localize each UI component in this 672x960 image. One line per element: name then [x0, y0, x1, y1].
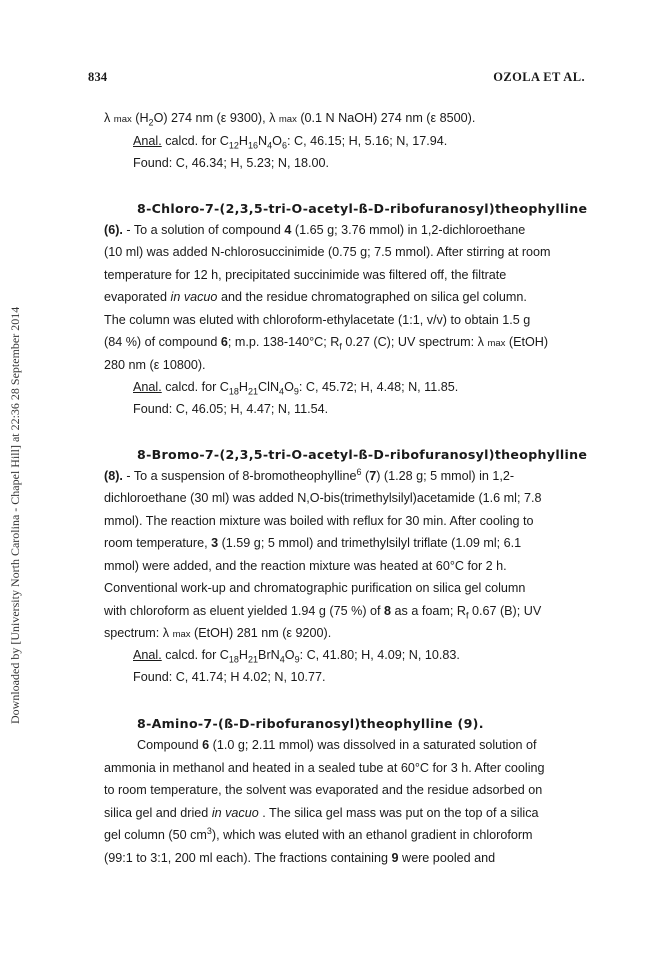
paragraph-line: gel column (50 $cm^3$), which was eluted with an ethanol gradient in chloroform: [104, 825, 533, 842]
section-heading-compound-6: 8-Chloro-7-(2,3,5-tri-O-acetyl-ß-D-ribofuranosyl)theophylline: [137, 201, 588, 216]
found-line: Found: C, 46.05; H, 4.47; N, 11.54.: [133, 402, 329, 416]
anal-calcd-line: Anal. calcd. for $C_{18}H_{21}BrN_4O_9$: C, 41.80; H, 4.09; N, 10.83.: [133, 648, 460, 665]
found-line: Found: C, 46.34; H, 5.23; N, 18.00.: [133, 156, 330, 170]
anal-calcd-line: Anal. calcd. for $C_{12}H_{16}N_4O_6$: C, 46.15; H, 5.16; N, 17.94.: [133, 134, 448, 151]
paragraph-line: ammonia in methanol and heated in a sealed tube at 60°C for 3 h. After cooling: [104, 761, 545, 775]
paragraph-line: (6). - To a solution of compound 4 (1.65 g; 3.76 mmol) in 1,2-dichloroethane: [104, 223, 526, 237]
page-number: 834: [88, 70, 108, 84]
paragraph-line: 280 nm (ε 10800).: [104, 358, 206, 372]
uv-line: λ $\max (H_2O)$ 274 nm (ε 9300), λ max (0.1 N NaOH) 274 nm (ε 8500).: [104, 111, 476, 128]
paragraph-line: (10 ml) was added N-chlorosuccinimide (0.75 g; 7.5 mmol). After stirring at room: [104, 245, 551, 259]
running-head: OZOLA ET AL.: [493, 70, 585, 84]
found-line: Found: C, 41.74; H 4.02; N, 10.77.: [133, 670, 326, 684]
paragraph-line: (84 %) of compound 6; m.p. 138-140°C; $R_f$ 0.27 (C); UV spectrum: λ max (EtOH): [104, 335, 549, 352]
page-header: [88, 70, 585, 86]
paragraph-line: The column was eluted with chloroform-ethylacetate (1:1, v/v) to obtain 1.5 g: [104, 313, 531, 327]
paragraph-line: Conventional work-up and chromatographic purification on silica gel column: [104, 581, 526, 595]
paragraph-line: mmol). The reaction mixture was boiled with reflux for 30 min. After cooling to: [104, 514, 534, 528]
anal-calcd-line: Anal. calcd. for $C_{18}H_{21}ClN_4O_9$: C, 45.72; H, 4.48; N, 11.85.: [133, 380, 459, 397]
paragraph-line: to room temperature, the solvent was evaporated and the residue adsorbed on: [104, 783, 543, 797]
paragraph-line: dichloroethane (30 ml) was added N,O-bis(trimethylsilyl)acetamide (1.6 ml; 7.8: [104, 491, 542, 505]
section-heading-compound-9: 8-Amino-7-(ß-D-ribofuranosyl)theophylline (9).: [137, 716, 484, 731]
paragraph-line: room temperature, 3 (1.59 g; 5 mmol) and trimethylsilyl triflate (1.09 ml; 6.1: [104, 536, 522, 550]
paragraph-line: (8). - To a suspension of 8-bromotheophylline$^6$ (7) (1.28 g; 5 mmol) in 1,2-: [104, 466, 515, 483]
section-heading-compound-8: 8-Bromo-7-(2,3,5-tri-O-acetyl-ß-D-ribofuranosyl)theophylline: [137, 447, 588, 462]
paragraph-line: spectrum: λ max (EtOH) 281 nm (ε 9200).: [104, 626, 332, 640]
paragraph-line: with chloroform as eluent yielded 1.94 g (75 %) of 8 as a foam; $R_f$ 0.67 (B); UV: [104, 604, 542, 621]
paragraph-line: silica gel and dried in vacuo . The silica gel mass was put on the top of a silica: [104, 806, 539, 820]
paragraph-line: mmol) were added, and the reaction mixture was heated at 60°C for 2 h.: [104, 559, 507, 573]
paragraph-line: temperature for 12 h, precipitated succinimide was filtered off, the filtrate: [104, 268, 507, 282]
watermark-text: Downloaded by [University North Carolina - Chapel Hill] at 22:36 28 September 2014: [8, 306, 22, 724]
paragraph-line: Compound 6 (1.0 g; 2.11 mmol) was dissolved in a saturated solution of: [137, 738, 537, 752]
paragraph-line: evaporated in vacuo and the residue chromatographed on silica gel column.: [104, 290, 527, 304]
paragraph-line: (99:1 to 3:1, 200 ml each). The fractions containing 9 were pooled and: [104, 851, 496, 865]
